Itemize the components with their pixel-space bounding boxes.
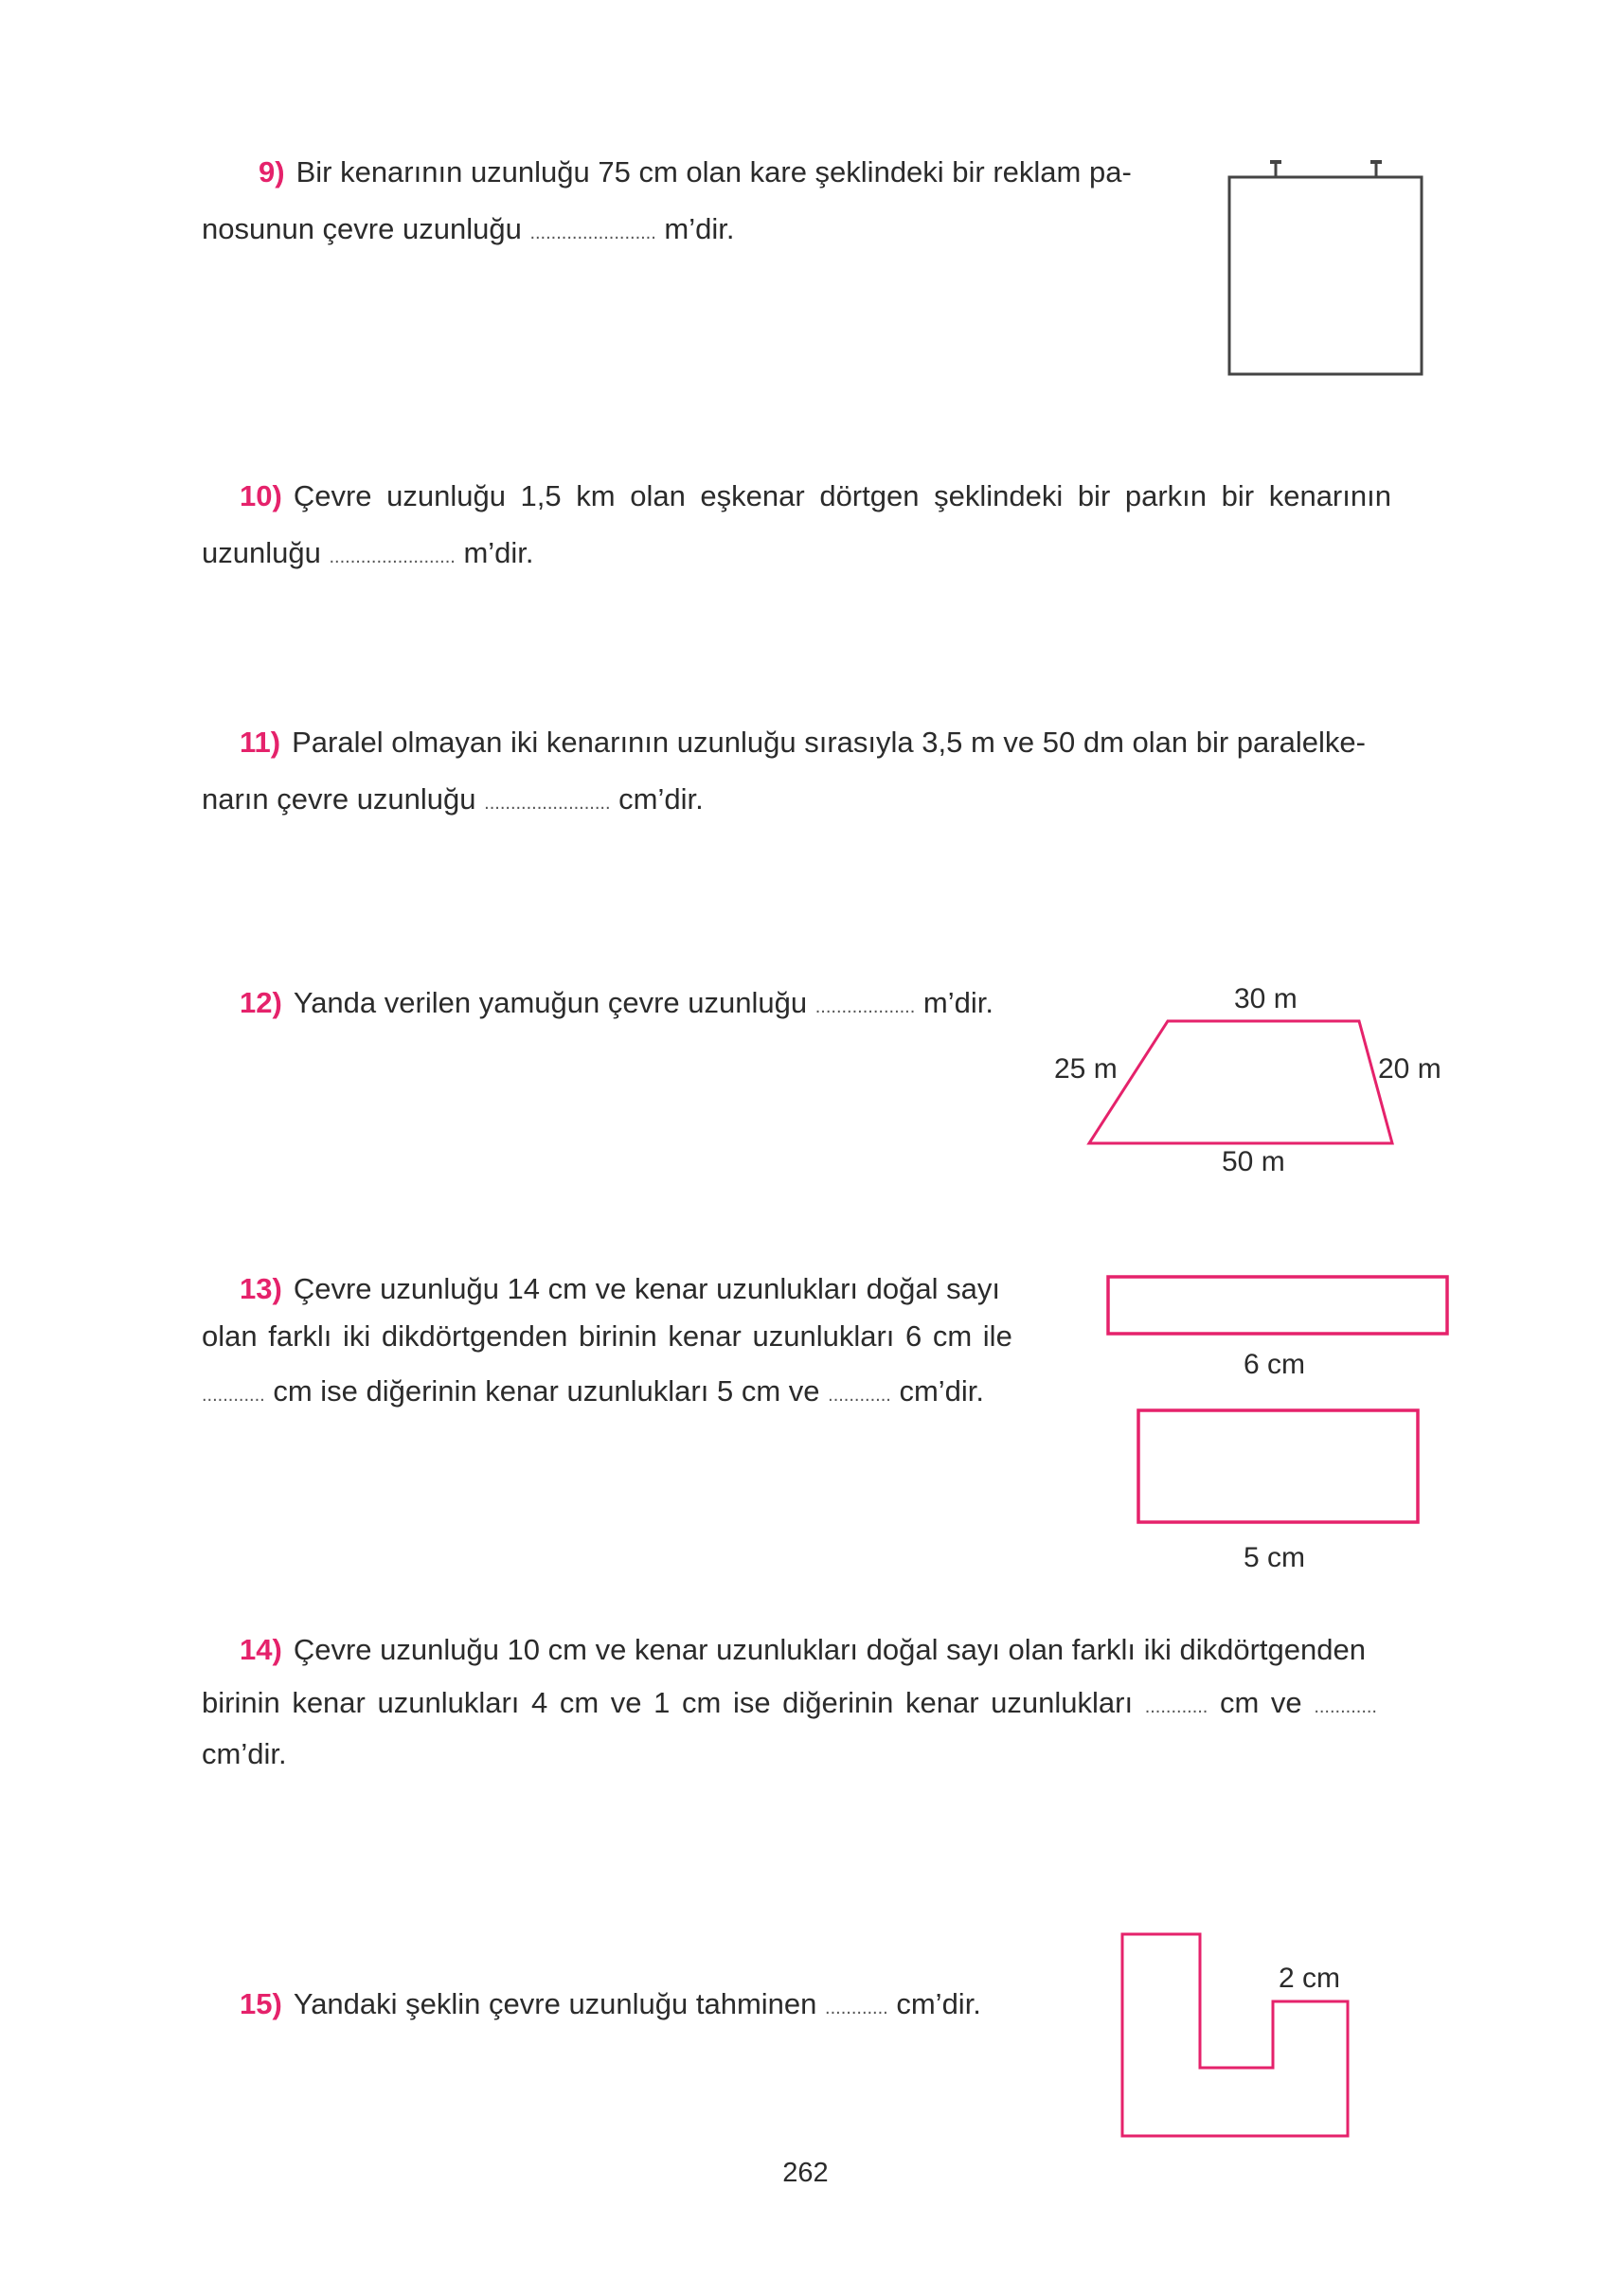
question-text: m’dir. — [922, 986, 993, 1019]
trapezoid-figure — [1089, 1013, 1392, 1146]
page-number: 262 — [782, 2158, 829, 2188]
question-number: 11) — [240, 726, 281, 759]
question-10 — [202, 468, 1450, 585]
question-text: Bir kenarının uzunluğu 75 cm olan kare şeklindeki bir reklam pa- — [295, 155, 1132, 188]
question-text: Paralel olmayan iki kenarının uzunluğu sırasıyla 3,5 m ve 50 dm olan bir paralelke- — [292, 726, 1366, 759]
question-text: m’dir. — [463, 536, 534, 569]
question-9 — [202, 144, 1177, 261]
question-number: 9) — [259, 155, 285, 188]
question-text: cm ve — [1220, 1686, 1302, 1719]
question-text: Yanda verilen yamuğun çevre uzunluğu — [293, 986, 808, 1019]
answer-blank[interactable]: ............ — [1144, 1696, 1208, 1717]
rectangle-2 — [1138, 1410, 1418, 1522]
question-number: 10) — [240, 479, 282, 512]
trapezoid-top-label: 30 m — [1234, 983, 1298, 1014]
question-number: 15) — [240, 1987, 282, 2020]
answer-blank[interactable]: ................... — [814, 996, 916, 1017]
trapezoid-bottom-label: 50 m — [1222, 1146, 1285, 1177]
answer-blank[interactable]: ............ — [1314, 1696, 1377, 1717]
question-text: cm’dir. — [618, 782, 704, 816]
question-text: birinin kenar uzunlukları 4 cm ve 1 cm ise diğerinin kenar uzunlukları — [202, 1686, 1134, 1719]
question-text: cm’dir. — [202, 1737, 287, 1770]
question-12 — [240, 975, 993, 1035]
question-text: cm’dir. — [896, 1987, 981, 2020]
rectangle-1-label: 6 cm — [1244, 1349, 1306, 1380]
question-text: nosunun çevre uzunluğu — [202, 212, 522, 245]
question-text: Çevre uzunluğu 10 cm ve kenar uzunlukları doğal sayı olan farklı iki dikdörtgenden — [293, 1633, 1366, 1666]
trapezoid-right-label: 20 m — [1378, 1053, 1441, 1085]
rectangles-figure — [1106, 1275, 1452, 1531]
question-text: Çevre uzunluğu 1,5 km olan eşkenar dörtgen şeklindeki bir parkın bir kenarının — [293, 479, 1391, 512]
billboard-figure — [1226, 156, 1435, 384]
answer-blank[interactable]: ........................ — [529, 223, 656, 243]
question-number: 14) — [240, 1633, 282, 1666]
question-number: 13) — [240, 1272, 282, 1305]
answer-blank[interactable]: ............ — [825, 1998, 888, 2018]
rectangle-2-label: 5 cm — [1244, 1542, 1306, 1573]
rectangle-1 — [1108, 1277, 1447, 1334]
question-text: narın çevre uzunluğu — [202, 782, 476, 816]
trapezoid-shape — [1089, 1021, 1392, 1143]
answer-blank[interactable]: ........................ — [484, 793, 611, 814]
answer-blank[interactable]: ............ — [828, 1385, 891, 1406]
question-text: cm ise diğerinin kenar uzunlukları 5 cm ve — [273, 1374, 820, 1408]
answer-blank[interactable]: ............ — [202, 1385, 265, 1406]
u-shape-label: 2 cm — [1279, 1963, 1341, 1994]
question-text: uzunluğu — [202, 536, 321, 569]
question-text: m’dir. — [664, 212, 735, 245]
question-13 — [202, 1265, 1056, 1419]
billboard-square — [1229, 177, 1422, 374]
question-14 — [202, 1626, 1452, 1778]
question-text: olan farklı iki dikdörtgenden birinin kenar uzunlukları 6 cm ile — [202, 1319, 1012, 1353]
question-15 — [240, 1976, 981, 2036]
question-11 — [202, 714, 1450, 832]
question-text: cm’dir. — [899, 1374, 985, 1408]
trapezoid-left-label: 25 m — [1054, 1053, 1118, 1085]
question-number: 12) — [240, 986, 282, 1019]
question-text: Yandaki şeklin çevre uzunluğu tahminen — [293, 1987, 817, 2020]
answer-blank[interactable]: ........................ — [329, 547, 456, 567]
question-text: Çevre uzunluğu 14 cm ve kenar uzunlukları doğal sayı — [293, 1272, 1000, 1305]
